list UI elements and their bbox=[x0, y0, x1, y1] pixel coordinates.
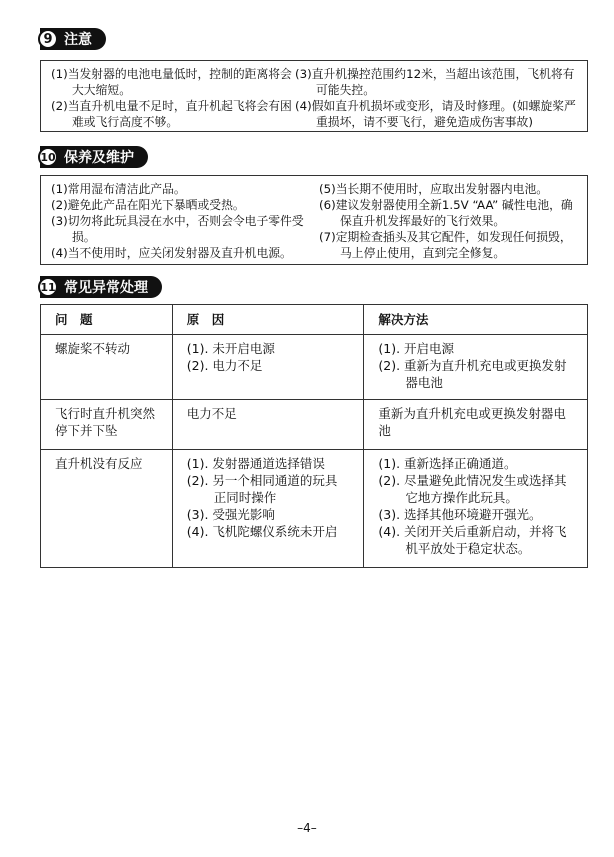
care-item: (1)常用湿布清洁此产品。 bbox=[51, 182, 186, 196]
cause-line: (2). 电力不足 bbox=[186, 358, 263, 373]
care-left-column bbox=[51, 181, 319, 261]
section-title: 常见异常处理 bbox=[64, 280, 148, 296]
note-item: (1)当发射器的电池电量低时，控制的距离将会大大缩短。 bbox=[51, 67, 292, 97]
care-item: (6)建议发射器使用全新1.5V “AA” 碱性电池，确保直升机发挥最好的飞行效果。 bbox=[319, 198, 573, 228]
solution-line: (1). 开启电源 bbox=[378, 341, 455, 356]
care-item: (4)当不使用时，应关闭发射器及直升机电源。 bbox=[51, 246, 292, 260]
section-number-badge: 11 bbox=[38, 277, 58, 297]
table-row bbox=[41, 335, 588, 400]
problem-cell: 螺旋桨不转动 bbox=[41, 335, 173, 400]
section-title: 保养及维护 bbox=[64, 150, 134, 166]
table-header-row bbox=[41, 305, 588, 335]
solution-line: (2). 尽量避免此情况发生或选择其它地方操作此玩具。 bbox=[378, 473, 567, 505]
solution-cell bbox=[364, 400, 588, 450]
section-heading-care bbox=[40, 146, 148, 168]
cause-line: (1). 发射器通道选择错误 bbox=[186, 456, 325, 471]
care-item: (7)定期检查插头及其它配件，如发现任何损毁，马上停止使用，直到完全修复。 bbox=[319, 230, 572, 260]
problem-cell: 飞行时直升机突然停下并下坠 bbox=[41, 400, 173, 450]
column-header-cause: 原 因 bbox=[172, 305, 364, 335]
cause-line: (4). 飞机陀螺仪系统未开启 bbox=[186, 524, 338, 539]
notes-box bbox=[40, 60, 588, 132]
section-number-badge: 10 bbox=[38, 147, 58, 167]
section-number-badge: 9 bbox=[38, 29, 58, 49]
solution-line: (2). 重新为直升机充电或更换发射器电池 bbox=[378, 358, 567, 390]
solution-cell bbox=[364, 335, 588, 400]
cause-cell bbox=[172, 400, 364, 450]
cause-cell bbox=[172, 450, 364, 568]
solution-line: 重新为直升机充电或更换发射器电池 bbox=[378, 406, 566, 438]
table-row bbox=[41, 400, 588, 450]
cause-line: 电力不足 bbox=[186, 406, 237, 421]
cause-line: (1). 未开启电源 bbox=[186, 341, 275, 356]
solution-cell bbox=[364, 450, 588, 568]
care-item: (3)切勿将此玩具浸在水中，否则会令电子零件受损。 bbox=[51, 214, 304, 244]
cause-line: (2). 另一个相同通道的玩具正同时操作 bbox=[186, 473, 338, 505]
care-item: (2)避免此产品在阳光下暴晒或受热。 bbox=[51, 198, 245, 212]
section-title: 注意 bbox=[64, 32, 92, 48]
section-heading-notes bbox=[40, 28, 106, 50]
page-number: –4– bbox=[297, 821, 317, 835]
table-row bbox=[41, 450, 588, 568]
problem-cell: 直升机没有反应 bbox=[41, 450, 173, 568]
cause-cell bbox=[172, 335, 364, 400]
notes-right-column bbox=[295, 66, 579, 130]
note-item: (4)假如直升机损坏或变形，请及时修理。(如螺旋桨严重损坏，请不要飞行，避免造成伤害事故) bbox=[295, 99, 576, 129]
troubleshooting-table bbox=[40, 304, 588, 568]
care-right-column bbox=[319, 181, 581, 261]
notes-left-column bbox=[51, 66, 303, 130]
solution-line: (4). 关闭开关后重新启动，并将飞机平放处于稳定状态。 bbox=[378, 524, 567, 556]
solution-line: (1). 重新选择正确通道。 bbox=[378, 456, 517, 471]
care-box bbox=[40, 175, 588, 265]
cause-line: (3). 受强光影响 bbox=[186, 507, 275, 522]
column-header-problem: 问 题 bbox=[41, 305, 173, 335]
note-item: (3)直升机操控范围约12米，当超出该范围，飞机将有可能失控。 bbox=[295, 67, 575, 97]
note-item: (2)当直升机电量不足时，直升机起飞将会有困难或飞行高度不够。 bbox=[51, 99, 292, 129]
care-item: (5)当长期不使用时，应取出发射器内电池。 bbox=[319, 182, 549, 196]
section-heading-troubleshooting bbox=[40, 276, 162, 298]
solution-line: (3). 选择其他环境避开强光。 bbox=[378, 507, 542, 522]
column-header-solution: 解决方法 bbox=[364, 305, 588, 335]
